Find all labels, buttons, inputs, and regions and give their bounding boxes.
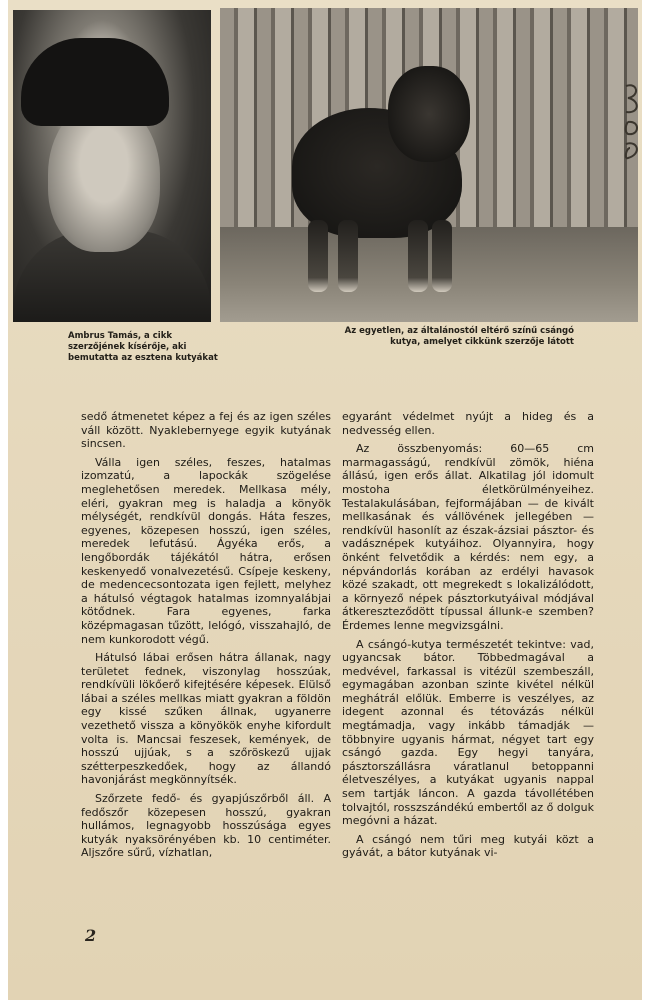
dog-leg-shape bbox=[432, 220, 452, 292]
hat-shape bbox=[21, 38, 169, 126]
paragraph: sedő átmenetet képez a fej és az igen széles váll között. Nyaklebernyege egyik kutyának sincsen. bbox=[81, 410, 331, 451]
paragraph: A csángó-kutya természetét tekintve: vad, ugyancsak bátor. Többedmagával a medvével, farkassal is vitézül szembeszáll, egymagában azonban szinte kivétel nélkül meghátrál előlük. Emberre is veszélyes, az idegent azonnal és tétovázás nélkül megtámadja, vagy inkább támadják — többnyire ugyanis hármat, négyet tart egy csángó gazda. Egy hegyi tanyára, pásztorszállásra váratlanul betoppanni életveszélyes, a kutyákat ugyanis nappal sem tartják láncon. A gazda távollétében tolvajtól, rosszszándékú embertől az ő dolguk megóvni a házat. bbox=[342, 637, 594, 828]
magazine-page bbox=[8, 0, 642, 1000]
paragraph: A csángó nem tűri meg kutyái közt a gyávát, a bátor kutyának vi- bbox=[342, 832, 594, 860]
ground-shape bbox=[220, 227, 638, 322]
paragraph: Az összbenyomás: 60—65 cm marmagasságú, rendkívül zömök, hiéna állású, igen erős állat. Alkatilag jól idomult mostoha életkörülményeihez. Testalakulásában, fejformájában — de kivált mellkasának és vállövének jellegében — rendkívül hasonlít az észak-ázsiai pásztor- és vadásznépek kutyáihoz. Olyannyira, hogy önként felvetődik a kérdés: nem egy, a népvándorlás korában az erdélyi havasok közé szakadt, ott megrekedt s lokalizálódott, a környező népek pásztorkutyáival módjával átkereszteződött típussal állunk-e szemben? Érdemes lenne megvizsgálni. bbox=[342, 442, 594, 632]
page-number: 2 bbox=[85, 926, 97, 945]
paragraph: Válla igen széles, feszes, hatalmas izomzatú, a lapockák szögelése meglehetősen meredek. Mellkasa mély, eléri, gyakran meg is haladja a könyök mélységét, rendkívül dongás. Háta feszes, egyenes, közepesen hosszú, igen széles, meredek lefutású. Ágyéka erős, a lengőbordák tájékától hátra, erősen keskenyedő vonalvezetésű. Csípeje keskeny, de medencecsontozata igen fejlett, melyhez a hátulsó végtagok hatalmas izomnyalábjai kötődnek. Fara egyenes, farka középmagasan tűzött, lelógó, visszahajló, de nem kunkorodott végű. bbox=[81, 455, 331, 646]
dog-leg-shape bbox=[338, 220, 358, 292]
photo-caption-right: Az egyetlen, az általánostól eltérő színű csángó kutya, amelyet cikkünk szerzője látott bbox=[344, 326, 574, 347]
paragraph: Hátulsó lábai erősen hátra állanak, nagy területet fednek, viszonylag hosszúak, rendkívüli lökőerő kifejtésére képesek. Elülső lábai a széles mellkas miatt gyakran a földön egy kissé szűken állnak, ugyanerre vezethető vissza a könyökök enyhe kifordult volta is. Mancsai feszesek, kemények, de hosszú ujjúak, s a szőröskezű ujjak szétterpeszkedőek, hogy az állandó havonjárást megkönnyítsék. bbox=[81, 651, 331, 787]
dog-head-shape bbox=[388, 66, 470, 162]
text-column-left bbox=[81, 410, 331, 865]
text-column-right bbox=[342, 410, 594, 865]
dog-leg-shape bbox=[308, 220, 328, 292]
paragraph: Szőrzete fedő- és gyapjúszőrből áll. A fedőszőr közepesen hosszú, gyakran hullámos, legnagyobb hosszúsága egyes kutyák nyaksörényében kb. 10 centiméter. Aljszőre sűrű, vízhatlan, bbox=[81, 792, 331, 860]
dog-leg-shape bbox=[408, 220, 428, 292]
handwritten-pencil-mark bbox=[620, 78, 644, 170]
dog-photo bbox=[220, 8, 638, 322]
paragraph: egyaránt védelmet nyújt a hideg és a nedvesség ellen. bbox=[342, 410, 594, 437]
photo-caption-left: Ambrus Tamás, a cikk szerzőjének kísérője, aki bemutatta az esztena kutyákat bbox=[68, 331, 218, 363]
man-portrait-photo bbox=[13, 10, 211, 322]
